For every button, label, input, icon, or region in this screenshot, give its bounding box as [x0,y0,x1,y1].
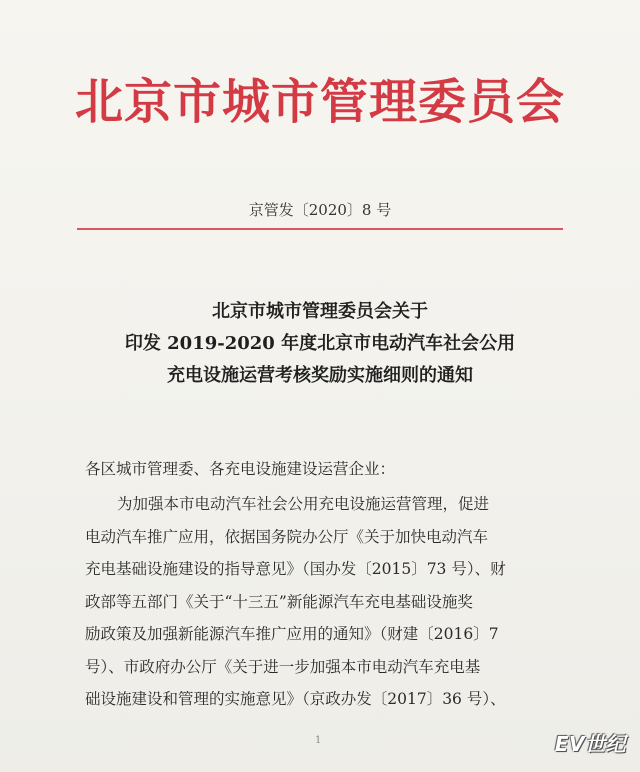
body-line: 电动汽车推广应用，依据国务院办公厅《关于加快电动汽车 [85,527,489,546]
body-line: 础设施建设和管理的实施意见》（京政办发〔2017〕36 号）、 [85,690,506,708]
addressee: 各区城市管理委、各充电设施建设运营企业： [85,460,396,478]
body-line: 号）、市政府办公厅《关于进一步加强本市电动汽车充电基 [85,657,481,676]
body-line: 政部等五部门《关于“十三五”新能源汽车充电基础设施奖 [85,592,473,611]
notice-title-line: 北京市城市管理委员会关于 [212,301,428,322]
watermark-logo: EV世纪 [554,732,626,756]
notice-title-line: 充电设施运营考核奖励实施细则的通知 [167,365,473,386]
page-number: 1 [315,735,322,746]
document-number: 京管发〔2020〕8 号 [248,201,392,219]
body-line: 充电基础设施建设的指导意见》（国办发〔2015〕73 号）、财 [85,560,506,578]
body-line: 为加强本市电动汽车社会公用充电设施运营管理，促进 [117,495,490,513]
notice-title-line: 印发 2019-2020 年度北京市电动汽车社会公用 [124,333,516,354]
body-line: 励政策及加强新能源汽车推广应用的通知》（财建〔2016〕7 [85,625,499,643]
issuer-header: 北京市城市管理委员会 [74,74,565,130]
red-divider-line [77,228,563,230]
notice-title [0,296,640,392]
body-paragraph [85,488,565,716]
